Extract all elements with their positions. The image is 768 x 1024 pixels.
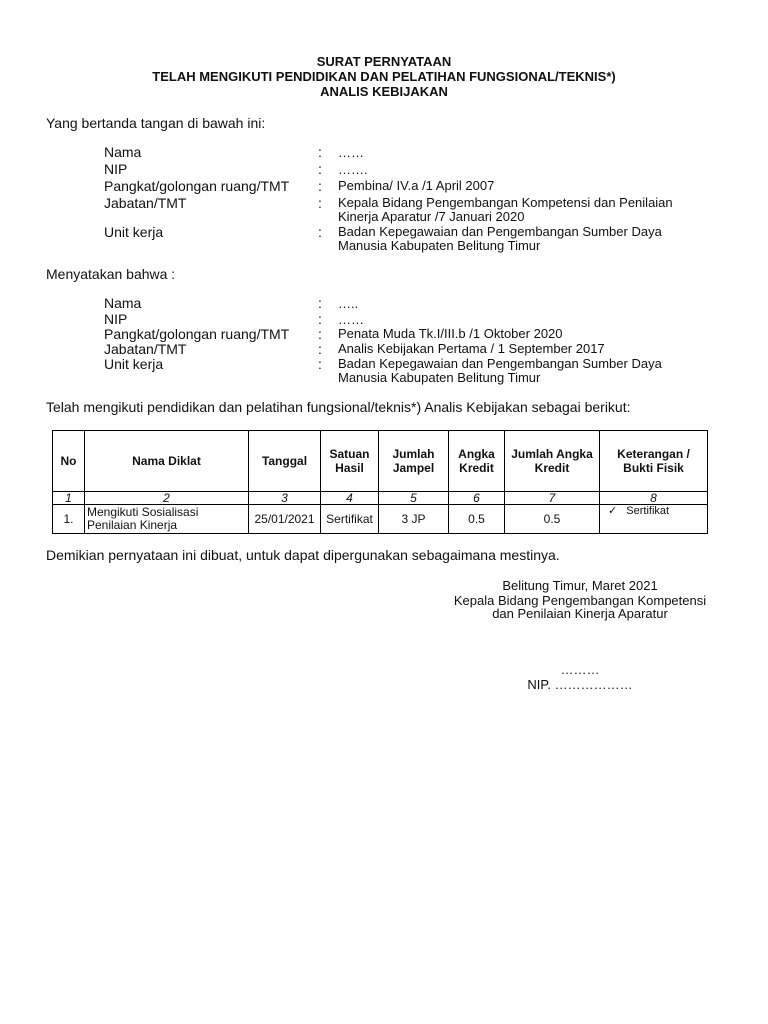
column-number: 5 [379,492,449,505]
colon: : [318,356,322,372]
cell-keterangan [600,505,708,534]
cell-jampel: 3 JP [379,505,449,534]
colon: : [318,341,322,357]
label-nama: Nama [104,295,142,311]
value-jabatan: Analis Kebijakan Pertama / 1 September 2017 [338,341,605,356]
header-nama-diklat: Nama Diklat [85,431,249,492]
table-number-row [53,492,708,505]
signature-nip: NIP. ……………… [527,677,633,692]
header-tanggal: Tanggal [249,431,321,492]
cell-tanggal: 25/01/2021 [249,505,321,534]
value-pangkat: Pembina/ IV.a /1 April 2007 [338,178,495,193]
colon: : [318,295,322,311]
colon: : [318,311,322,327]
signature-place-date: Belitung Timur, Maret 2021 [502,578,658,593]
keterangan-text: Sertifikat [626,505,670,517]
cell-jumlah-angka-kredit: 0.5 [505,505,600,534]
column-number: 8 [600,492,708,505]
column-number: 2 [85,492,249,505]
table-intro-text: Telah mengikuti pendidikan dan pelatihan fungsional/teknis*) Analis Kebijakan sebagai berikut: [46,399,631,415]
cell-no: 1. [53,505,85,534]
header-keterangan: Keterangan / Bukti Fisik [600,431,708,492]
closing-text: Demikian pernyataan ini dibuat, untuk dapat dipergunakan sebagaimana mestinya. [46,547,560,563]
column-number: 3 [249,492,321,505]
label-nip: NIP [104,311,128,327]
value-pangkat: Penata Muda Tk.I/III.b /1 Oktober 2020 [338,326,563,341]
label-unit: Unit kerja [104,356,164,372]
colon: : [318,326,322,342]
header-angka-kredit: Angka Kredit [449,431,505,492]
value-nama: ….. [338,296,359,311]
label-pangkat: Pangkat/golongan ruang/TMT [104,326,290,342]
header-no: No [53,431,85,492]
header-jumlah-angka-kredit: Jumlah Angka Kredit [505,431,600,492]
header-jumlah-jampel: Jumlah Jampel [379,431,449,492]
value-unit: Badan Kepegawaian dan Pengembangan Sumber Daya Manusia Kabupaten Belitung Timur [338,356,662,385]
label-nama: Nama [104,144,142,160]
document-subtitle-2: ANALIS KEBIJAKAN [320,84,448,99]
document-title: SURAT PERNYATAAN [316,54,452,69]
signature-position-2: dan Penilaian Kinerja Aparatur [492,606,668,621]
value-nip: …… [338,312,364,327]
training-table [52,430,708,534]
label-unit: Unit kerja [104,224,164,240]
value-unit: Badan Kepegawaian dan Pengembangan Sumber Daya Manusia Kabupaten Belitung Timur [338,224,662,253]
signature-position: Kepala Bidang Pengembangan Kompetensi [453,593,707,608]
cell-satuan-hasil: Sertifikat [321,505,379,534]
cell-angka-kredit: 0.5 [449,505,505,534]
column-number: 6 [449,492,505,505]
column-number: 7 [505,492,600,505]
header-satuan-hasil: Satuan Hasil [321,431,379,492]
cell-nama-diklat: Mengikuti Sosialisasi Penilaian Kinerja [85,505,249,534]
check-icon: ✓ [608,505,618,517]
intro-text: Yang bertanda tangan di bawah ini: [46,115,266,131]
label-jabatan: Jabatan/TMT [104,341,187,357]
table-header-row [53,431,708,492]
colon: : [318,178,322,194]
table-row [53,505,708,534]
value-nama: …… [338,145,364,160]
label-jabatan: Jabatan/TMT [104,195,187,211]
colon: : [318,144,322,160]
column-number: 4 [321,492,379,505]
label-nip: NIP [104,161,128,177]
colon: : [318,224,322,240]
colon: : [318,161,322,177]
statement-text: Menyatakan bahwa : [46,266,176,282]
value-jabatan: Kepala Bidang Pengembangan Kompetensi dan Penilaian Kinerja Aparatur /7 Januari 2020 [338,195,673,224]
colon: : [318,195,322,211]
value-nip: ……. [338,162,368,177]
label-pangkat: Pangkat/golongan ruang/TMT [104,178,290,194]
document-subtitle: TELAH MENGIKUTI PENDIDIKAN DAN PELATIHAN FUNGSIONAL/TEKNIS*) [152,69,616,84]
signature-name: ……… [560,662,600,677]
column-number: 1 [53,492,85,505]
